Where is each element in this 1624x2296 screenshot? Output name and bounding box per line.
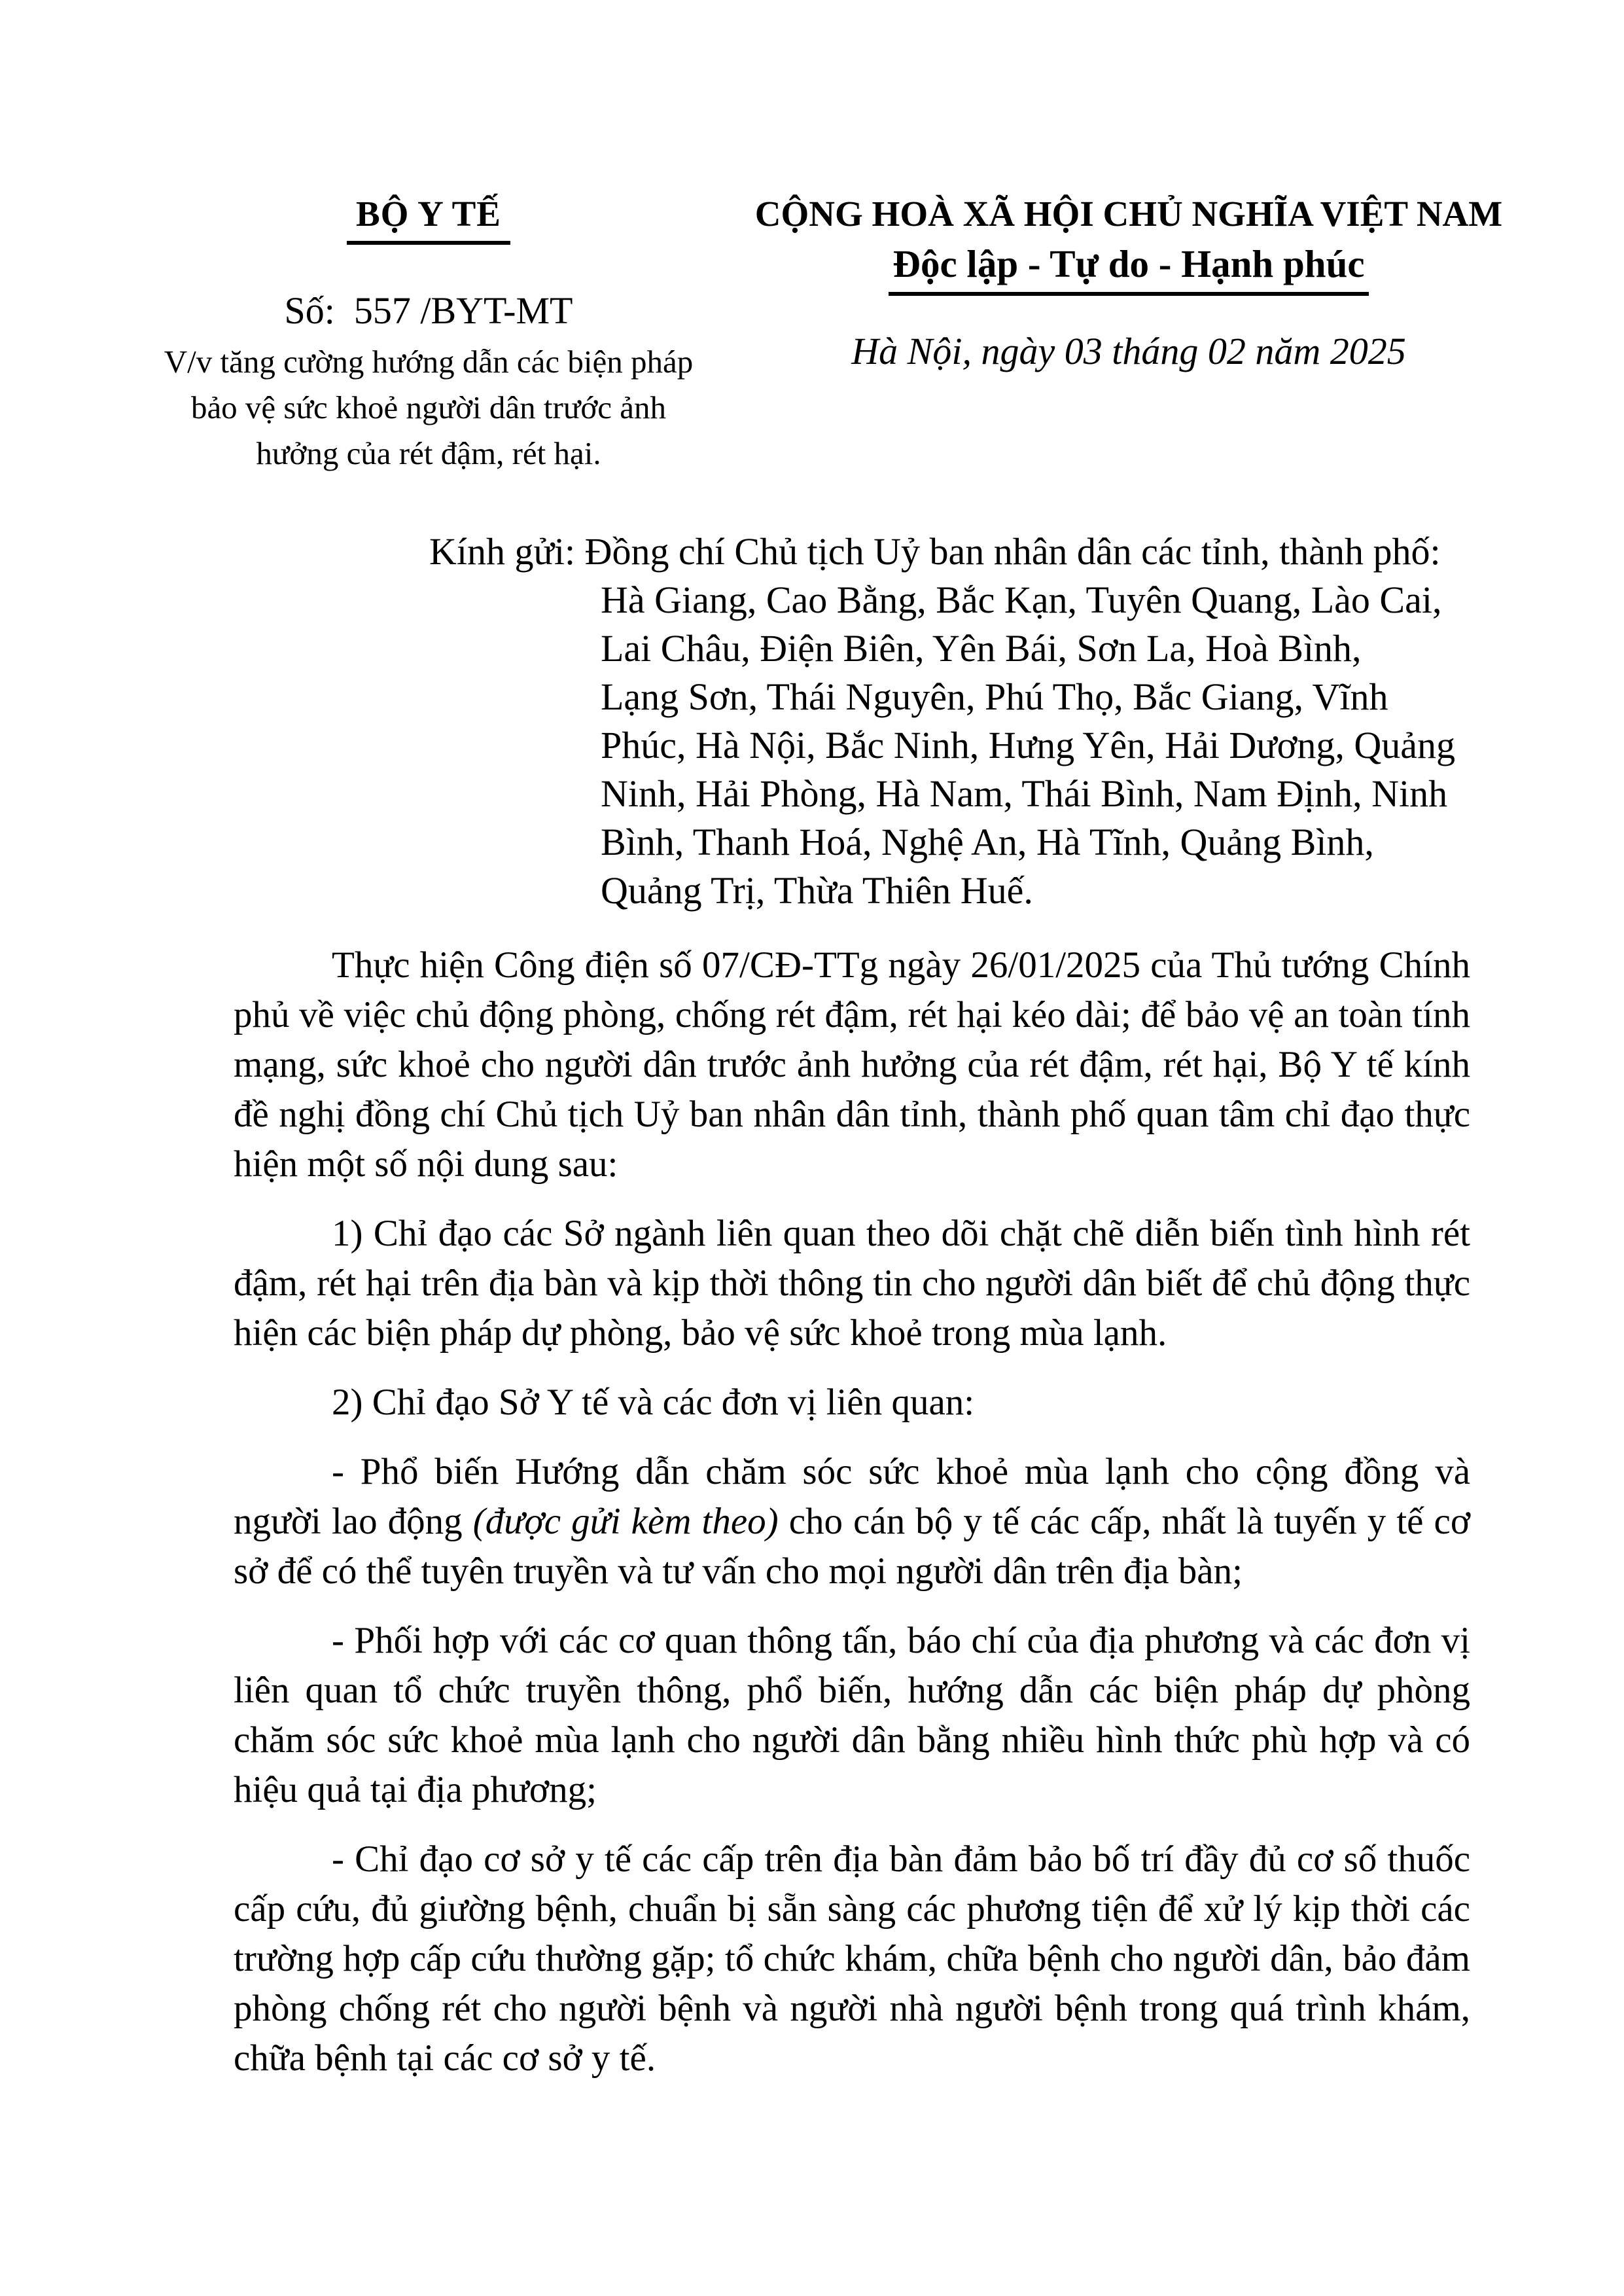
paragraph-item-2: 2) Chỉ đạo Sở Y tế và các đơn vị liên quan: — [332, 1382, 975, 1423]
recipient-block — [429, 528, 1542, 915]
paragraph-item-2-bullet-1 — [234, 1447, 1470, 1596]
issuing-org-block — [150, 194, 707, 476]
national-header-block — [726, 194, 1531, 373]
paragraph-item-2-bullet-2: - Phối hợp với các cơ quan thông tấn, báo chí của địa phương và các đơn vị liên quan tổ chức truyền thông, phổ biến, hướng dẫn các biện pháp dự phòng chăm sóc sức khoẻ mùa lạnh cho người dân bằng nhiều hình thức phù hợp và có hiệu quả tại địa phương; — [234, 1620, 1470, 1810]
bullet1-italic-note: (được gửi kèm theo) — [472, 1501, 779, 1542]
body-text — [234, 941, 1470, 2103]
national-motto: Độc lập - Tự do - Hạnh phúc — [889, 242, 1368, 296]
bullet1-text-after: cho cán bộ y tế các cấp, nhất là tuyến y tế cơ sở để có thể tuyên truyền và tư vấn cho mọi người dân trên địa bàn; — [234, 1501, 1471, 1592]
org-name: BỘ Y TẾ — [347, 194, 510, 245]
paragraph-intro: Thực hiện Công điện số 07/CĐ-TTg ngày 26/01/2025 của Thủ tướng Chính phủ về việc chủ động phòng, chống rét đậm, rét hại kéo dài; để bảo vệ an toàn tính mạng, sức khoẻ cho người dân trước ảnh hưởng của rét đậm, rét hại, Bộ Y tế kính đề nghị đồng chí Chủ tịch Uỷ ban nhân dân tỉnh, thành phố quan tâm chỉ đạo thực hiện một số nội dung sau: — [234, 944, 1470, 1185]
salutation-line: Kính gửi: Đồng chí Chủ tịch Uỷ ban nhân dân các tỉnh, thành phố: — [429, 530, 1441, 573]
paragraph-item-1: 1) Chỉ đạo các Sở ngành liên quan theo dõi chặt chẽ diễn biến tình hình rét đậm, rét hại trên địa bàn và kịp thời thông tin cho người dân biết để chủ động thực hiện các biện pháp dự phòng, bảo vệ sức khoẻ trong mùa lạnh. — [234, 1213, 1470, 1354]
paragraph-item-2-bullet-3: - Chỉ đạo cơ sở y tế các cấp trên địa bàn đảm bảo bố trí đầy đủ cơ số thuốc cấp cứu, đủ giường bệnh, chuẩn bị sẵn sàng các phương tiện để xử lý kịp thời các trường hợp cấp cứu thường gặp; tổ chức khám, chữa bệnh cho người dân, bảo đảm phòng chống rét cho người bệnh và người nhà người bệnh trong quá trình khám, chữa bệnh tại các cơ sở y tế. — [234, 1839, 1470, 2079]
recipient-provinces: Hà Giang, Cao Bằng, Bắc Kạn, Tuyên Quang, Lào Cai, Lai Châu, Điện Biên, Yên Bái, Sơn La, Hoà Bình, Lạng Sơn, Thái Nguyên, Phú Thọ, Bắc Giang, Vĩnh Phúc, Hà Nội, Bắc Ninh, Hưng Yên, Hải Dương, Quảng Ninh, Hải Phòng, Hà Nam, Thái Bình, Nam Định, Ninh Bình, Thanh Hoá, Nghệ An, Hà Tĩnh, Quảng Bình, Quảng Trị, Thừa Thiên Huế. — [601, 579, 1455, 912]
bullet1-text-before: - Phổ biến Hướng dẫn chăm sóc sức khoẻ mùa lạnh cho cộng đồng và người lao động — [234, 1451, 1470, 1542]
country-name: CỘNG HOÀ XÃ HỘI CHỦ NGHĨA VIỆT NAM — [754, 194, 1503, 234]
place-date: Hà Nội, ngày 03 tháng 02 năm 2025 — [851, 330, 1406, 372]
doc-subject: V/v tăng cường hướng dẫn các biện pháp bảo vệ sức khoẻ người dân trước ảnh hưởng của rét đậm, rét hại. — [164, 344, 694, 471]
doc-number: Số: 557 /BYT-MT — [284, 289, 573, 332]
